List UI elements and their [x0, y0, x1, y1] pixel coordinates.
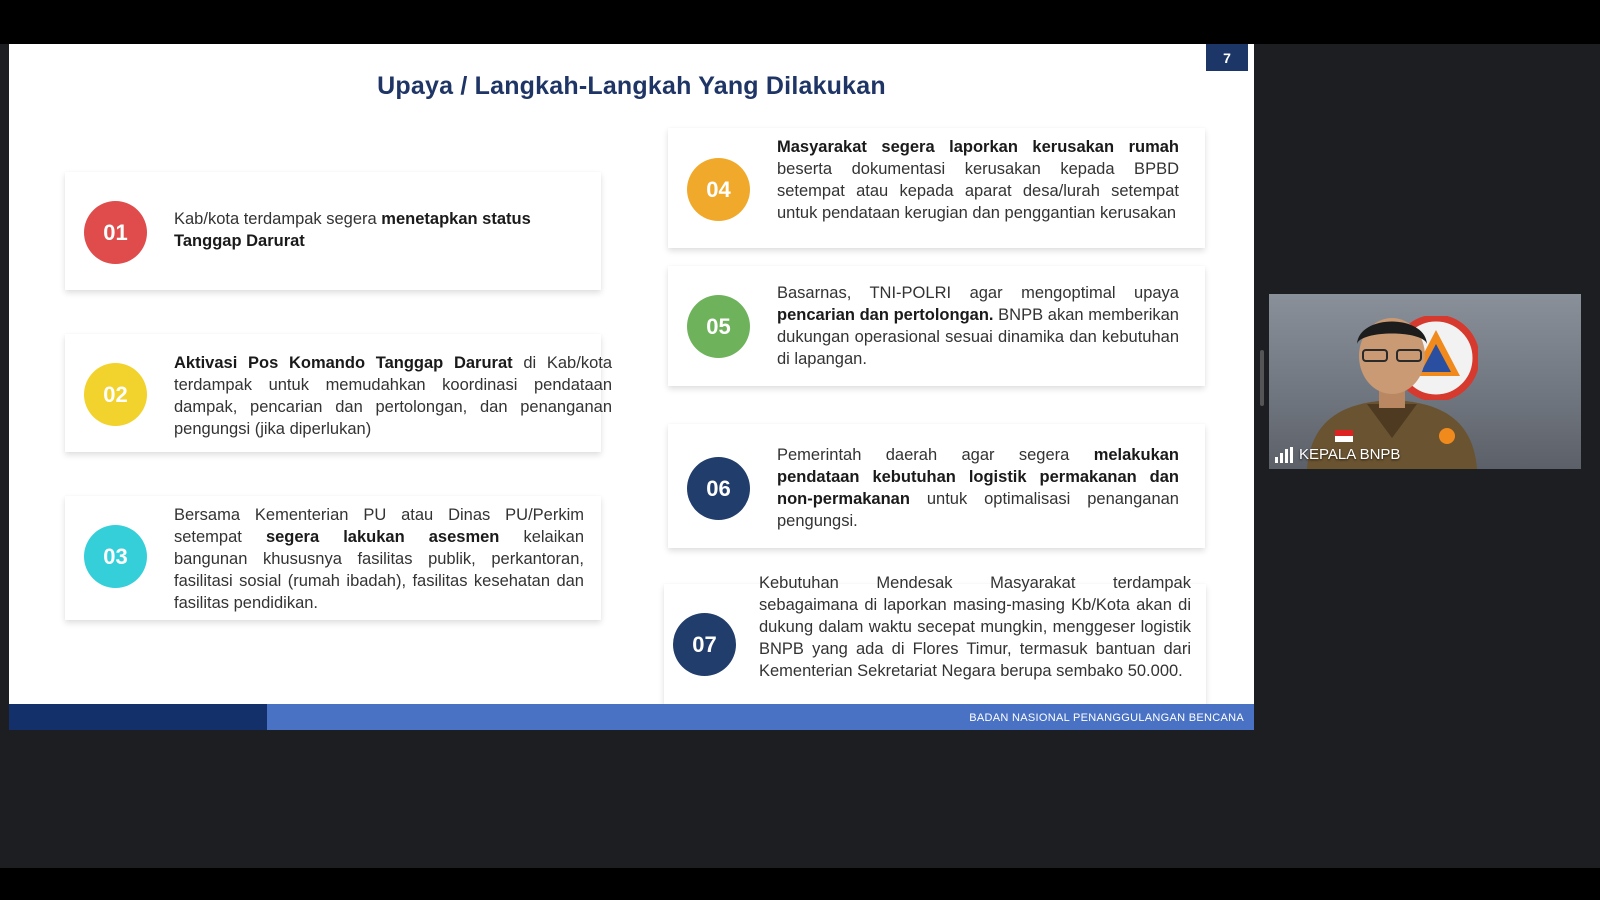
- step-number-04: 04: [687, 158, 750, 221]
- panel-resize-handle[interactable]: [1260, 350, 1264, 406]
- footer-text: BADAN NASIONAL PENANGGULANGAN BENCANA: [969, 712, 1244, 724]
- step-06-text-b: melakukan pendataan kebutuhan logistik permakanan dan non-permakanan: [777, 446, 1179, 508]
- step-text-01: [174, 208, 584, 252]
- step-number-03: 03: [84, 525, 147, 588]
- step-text-04: [777, 136, 1179, 224]
- step-01-text-b: menetapkan status Tanggap Darurat: [174, 210, 531, 250]
- step-03-text-c: kelaikan bangunan khususnya fasilitas publik, perkantoran, fasilitasi sosial (rumah ibadah), fasilitas kesehatan dan fasilitas pendidikan.: [174, 528, 584, 612]
- participant-name: KEPALA BNPB: [1299, 446, 1401, 463]
- step-number-06: 06: [687, 457, 750, 520]
- step-06-text-a: Pemerintah daerah agar segera: [777, 446, 1094, 464]
- step-03-text-b: segera lakukan asesmen: [265, 528, 500, 546]
- presenter-figure: [1297, 306, 1487, 469]
- step-text-05: [777, 282, 1179, 370]
- step-text-07: [759, 572, 1191, 682]
- step-02-text-b: Aktivasi Pos Komando Tanggap Darurat: [174, 354, 513, 372]
- bottom-bar: [0, 868, 1600, 900]
- step-05-text-c: BNPB akan memberikan dukungan operasional sesuai dinamika dan kebutuhan di lapangan.: [777, 306, 1179, 368]
- step-number-07: 07: [673, 613, 736, 676]
- participant-name-tag: [1275, 446, 1400, 463]
- step-number-01: 01: [84, 201, 147, 264]
- step-07-text-a: Kebutuhan Mendesak Masyarakat terdampak sebagaimana di laporkan masing-masing Kb/Kota akan di dukung dalam waktu secepat mungkin, menggeser logistik BNPB yang ada di Flores Timur, termasuk bantuan dari Kementerian Sekretariat Negara berupa sembako 50.000.: [759, 574, 1191, 680]
- step-text-02: [174, 352, 612, 440]
- step-01-text-a: Kab/kota terdampak segera: [174, 210, 382, 228]
- step-03-text-a: Bersama Kementerian PU atau Dinas PU/Perkim setempat: [174, 506, 584, 546]
- presentation-slide: [9, 44, 1254, 730]
- footer-bar: [267, 704, 1254, 730]
- step-04-text-c: beserta dokumentasi kerusakan kepada BPBD setempat atau kepada aparat desa/lurah setempat untuk pendataan kerugian dan penggantian kerusakan: [777, 160, 1179, 222]
- top-bar: [0, 0, 1600, 44]
- step-number-05: 05: [687, 295, 750, 358]
- step-number-02: 02: [84, 363, 147, 426]
- signal-strength-icon: [1275, 447, 1293, 463]
- step-text-06: [777, 444, 1179, 532]
- participant-video-tile[interactable]: [1269, 294, 1581, 469]
- step-04-text-b: Masyarakat segera laporkan kerusakan rumah: [777, 138, 1179, 156]
- step-05-text-b: pencarian dan pertolongan.: [777, 306, 994, 324]
- step-02-text-c: di Kab/kota terdampak untuk memudahkan koordinasi pendataan dampak, pencarian dan pertolongan, dan penanganan pengungsi (jika diperlukan): [174, 354, 613, 438]
- page-number: 7: [1206, 44, 1248, 71]
- slide-title: Upaya / Langkah-Langkah Yang Dilakukan: [377, 72, 886, 100]
- step-06-text-c: untuk optimalisasi penanganan pengungsi.: [777, 490, 1179, 530]
- footer-bar-dark: [9, 704, 267, 730]
- step-05-text-a: Basarnas, TNI-POLRI agar mengoptimal upaya: [777, 284, 1179, 302]
- step-text-03: [174, 504, 584, 614]
